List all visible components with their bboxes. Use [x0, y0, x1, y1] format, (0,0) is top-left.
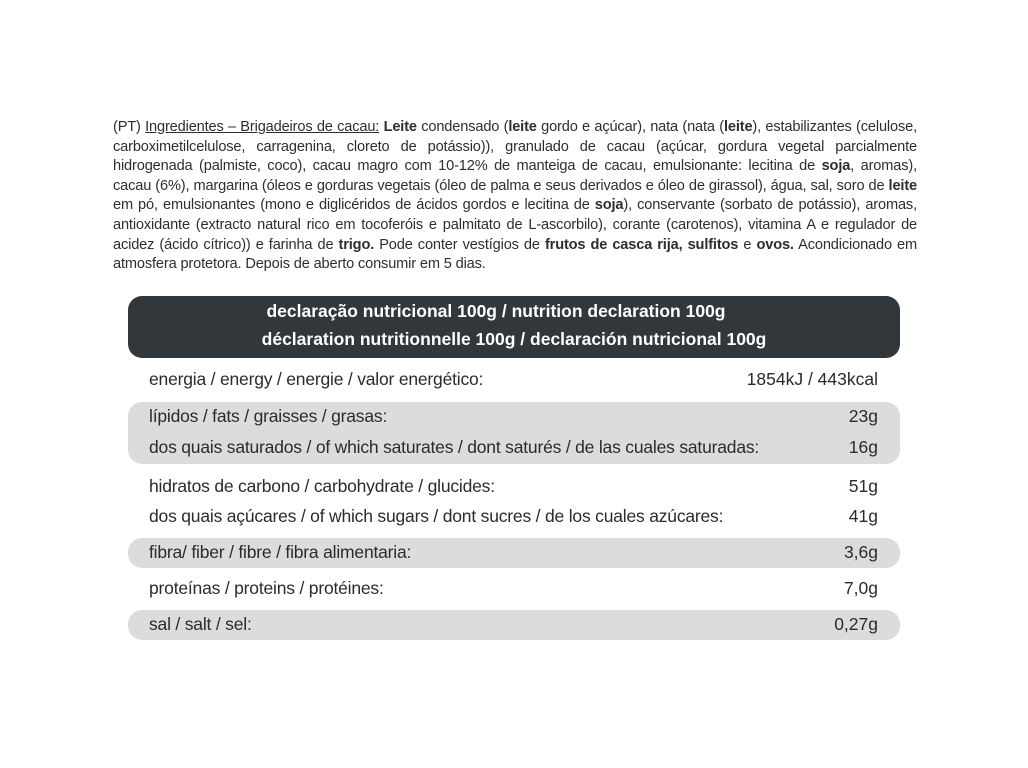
ingredient-text: e: [738, 236, 757, 253]
nutrition-table-header: [128, 296, 900, 358]
ingredient-text: Pode conter vestígios de: [374, 236, 545, 253]
ingredients-text: [113, 119, 917, 272]
nutrition-row-energy: [149, 369, 878, 390]
ingredient-text: em pó, emulsionantes (mono e diglicéridos de ácidos gordos e lecitina de: [113, 197, 595, 214]
nutrition-row-carbohydrate: [149, 476, 878, 497]
nutrition-value: 3,6g: [843, 542, 878, 562]
allergen-text: soja: [594, 197, 624, 214]
nutrition-value: 23g: [848, 406, 878, 426]
ingredient-text: gordo e açúcar), nata (nata (: [536, 119, 724, 135]
nutrition-label: lípidos / fats / graisses / grasas:: [149, 406, 388, 426]
nutrition-value: 1854kJ / 443kcal: [746, 369, 878, 389]
nutrition-label: dos quais saturados / of which saturates / dont saturés / de las cuales saturadas:: [149, 437, 760, 457]
nutrition-row-sugars: [149, 506, 878, 527]
nutrition-row-saturates: [149, 437, 878, 458]
ingredient-text: Acondicionado em atmosfera protetora. Depois de aberto consumir em 5 dias.: [113, 236, 918, 273]
nutrition-value: 0,27g: [834, 614, 878, 634]
ingredient-text: , aromas), cacau (6%), margarina (óleos e gorduras vegetais (óleo de palma e seus derivados e óleo de girassol), água, sal, soro de: [113, 158, 918, 194]
nutrition-label: hidratos de carbono / carbohydrate / glucides:: [149, 476, 495, 496]
nutrition-value: 16g: [848, 437, 878, 457]
nutrition-value: 51g: [848, 476, 878, 496]
nutrition-label: dos quais açúcares / of which sugars / dont sucres / de los cuales azúcares:: [149, 506, 724, 526]
ingredients-heading: Ingredientes – Brigadeiros de cacau:: [145, 119, 380, 135]
ingredient-text: ), conservante (sorbato de potássio), aromas, antioxidante (extracto natural rico em tocoferóis e palmitato de L-ascorbilo), corante (carotenos), vitamina A e regulador de acidez (ácido cítrico)) e farinha de: [113, 197, 917, 253]
ingredient-text: ), estabilizantes (celulose, carboximetilcelulose, carragenina, cloreto de potássio)), granulado de cacau (açúcar, gordura vegetal parcialmente hidrogenada (palmiste, coco), cacau magro com 10-12% de manteiga de cacau, emulsionante: lecitina de: [113, 119, 917, 175]
nutrition-row-fibre: [149, 542, 878, 563]
nutrition-row-protein: [149, 578, 878, 599]
nutrition-label: proteínas / proteins / protéines:: [149, 578, 384, 598]
nutrition-row-fats: [149, 406, 878, 427]
ingredient-text: condensado (: [416, 119, 509, 135]
allergen-text: leite: [508, 119, 537, 135]
nutrition-label: sal / salt / sel:: [149, 614, 252, 634]
allergen-text: frutos de casca rija, sulfitos: [544, 236, 739, 253]
allergen-text: trigo.: [338, 236, 375, 253]
allergen-text: soja: [821, 158, 851, 175]
language-code: (PT): [113, 119, 146, 135]
nutrition-label: energia / energy / energie / valor energético:: [149, 369, 484, 389]
nutrition-label: fibra/ fiber / fibre / fibra alimentaria:: [149, 542, 412, 562]
allergen-text: leite: [723, 119, 753, 135]
allergen-text: leite: [888, 177, 917, 194]
nutrition-header-line-2: déclaration nutritionnelle 100g / declaración nutricional 100g: [261, 329, 767, 349]
nutrition-header-line-1: declaração nutricional 100g / nutrition declaration 100g: [266, 301, 726, 321]
nutrition-value: 41g: [848, 506, 878, 526]
ingredients-paragraph: [113, 118, 917, 275]
nutrition-value: 7,0g: [843, 578, 878, 598]
allergen-text: ovos.: [756, 236, 794, 253]
allergen-text: Leite: [383, 119, 417, 135]
nutrition-row-salt: [149, 614, 878, 635]
